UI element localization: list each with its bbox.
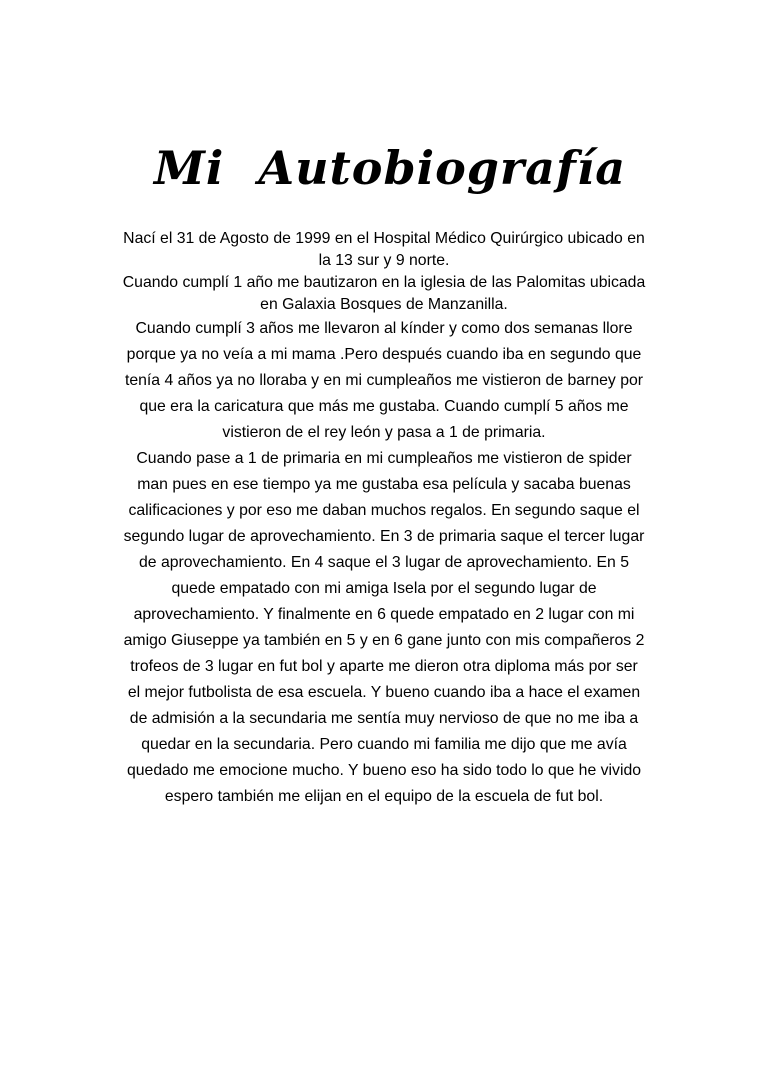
text-line: vistieron de el rey león y pasa a 1 de primaria. (222, 424, 546, 441)
text-line: quedar en la secundaria. Pero cuando mi familia me dijo que me avía (141, 736, 627, 753)
text-line: Cuando pase a 1 de primaria en mi cumpleaños me vistieron de spider (136, 450, 632, 467)
text-line: Cuando cumplí 3 años me llevaron al kínder y como dos semanas llore (135, 320, 633, 337)
text-line: porque ya no veía a mi mama .Pero después cuando iba en segundo que (126, 346, 642, 363)
text-line: quede empatado con mi amiga Isela por el segundo lugar de (171, 580, 597, 597)
text-line: tenía 4 años ya no lloraba y en mi cumpleaños me vistieron de barney por (124, 372, 644, 389)
text-line: trofeos de 3 lugar en fut bol y aparte me dieron otra diploma más por ser (130, 658, 638, 675)
text-line: amigo Giuseppe ya también en 5 y en 6 gane junto con mis compañeros 2 (123, 632, 645, 649)
text-line: espero también me elijan en el equipo de la escuela de fut bol. (164, 788, 604, 805)
text-line: que era la caricatura que más me gustaba. Cuando cumplí 5 años me (139, 398, 629, 415)
text-line: Cuando cumplí 1 año me bautizaron en la iglesia de las Palomitas ubicada (122, 274, 646, 291)
text-line: calificaciones y por eso me daban muchos regalos. En segundo saque el (128, 502, 640, 519)
text-line: el mejor futbolista de esa escuela. Y bueno cuando iba a hace el examen (127, 684, 641, 701)
text-line: Nací el 31 de Agosto de 1999 en el Hospital Médico Quirúrgico ubicado en (123, 230, 645, 247)
text-line: la 13 sur y 9 norte. (318, 252, 450, 269)
text-line: man pues en ese tiempo ya me gustaba esa película y sacaba buenas (137, 476, 631, 493)
text-line: de aprovechamiento. En 4 saque el 3 lugar de aprovechamiento. En 5 (138, 554, 630, 571)
text-line: quedado me emocione mucho. Y bueno eso ha sido todo lo que he vivido (126, 762, 642, 779)
page-title: Mi Autobiografía (153, 141, 627, 195)
text-line: de admisión a la secundaria me sentía muy nervioso de que no me iba a (129, 710, 639, 727)
text-line: en Galaxia Bosques de Manzanilla. (260, 296, 508, 313)
autobiography-text (100, 228, 668, 810)
text-line: segundo lugar de aprovechamiento. En 3 de primaria saque el tercer lugar (123, 528, 645, 545)
text-line: aprovechamiento. Y finalmente en 6 quede empatado en 2 lugar con mi (133, 606, 635, 623)
